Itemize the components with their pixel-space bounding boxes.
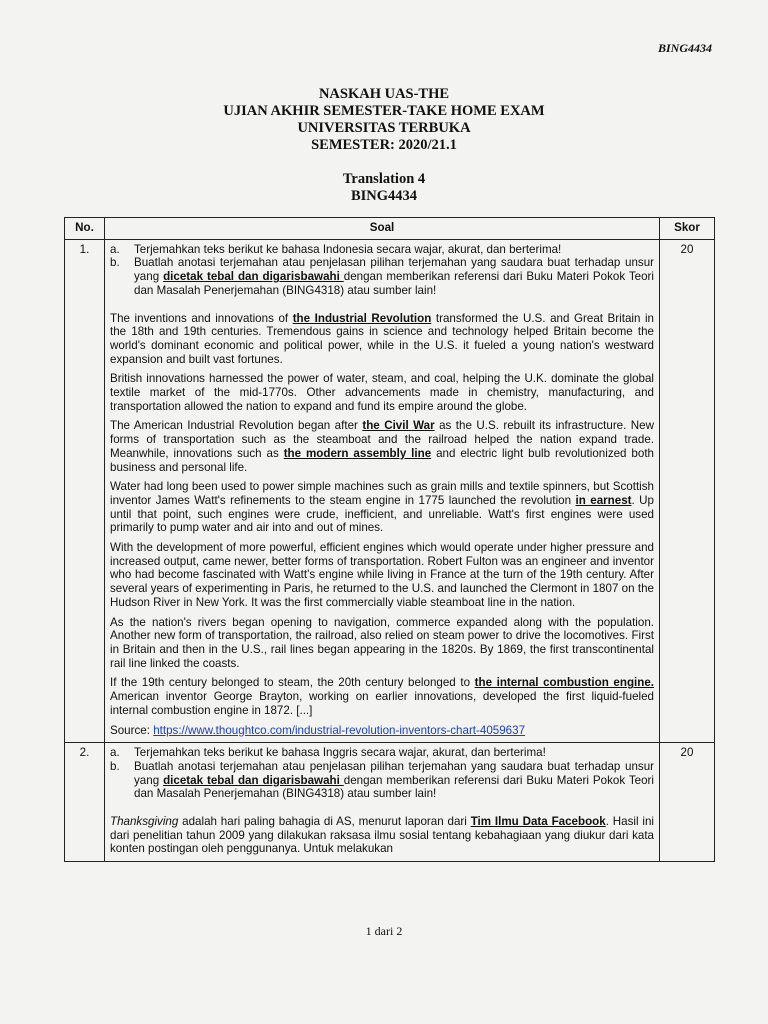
instruction-a: a. Terjemahkan teks berikut ke bahasa Indonesia secara wajar, akurat, dan berterima! xyxy=(110,242,562,256)
question-body xyxy=(105,239,660,743)
instruction-b: b. Buatlah anotasi terjemahan atau penjelasan pilihan terjemahan yang saudara buat terhadap unsur yang dicetak tebal dan digarisbawahi dengan memberikan referensi dari Buku Materi Pokok Teori dan Masalah Penerjemahan (BING4318) atau sumber lain! xyxy=(110,256,654,297)
paragraph-2: British innovations harnessed the power of water, steam, and coal, helping the U.K. dominate the global textile market of the mid-1770s. Other advancements made in chemistry, manufacturing, and transportation allowed the nation to expand and fund its empire around the globe. xyxy=(110,372,654,413)
paragraph-3: The American Industrial Revolution began after the Civil War as the U.S. rebuilt its infrastructure. New forms of transportation such as the steamboat and the railroad helped the nation expand trade. Meanwhile, innovations such as the modern assembly line and electric light bulb revolutionized both business and personal life. xyxy=(110,419,654,474)
page-number: 1 dari 2 xyxy=(365,924,403,938)
question-number: 2. xyxy=(65,743,105,862)
paragraph-7: If the 19th century belonged to steam, the 20th century belonged to the internal combustion engine. American inventor George Brayton, working on earlier innovations, developed the first liquid-fueled internal combustion engine in 1872. [...] xyxy=(110,676,654,717)
question-row-1 xyxy=(65,239,715,743)
course-code: BING4434 xyxy=(350,188,418,204)
source-link[interactable]: https://www.thoughtco.com/industrial-revolution-inventors-chart-4059637 xyxy=(153,723,526,737)
header-line-2: UJIAN AKHIR SEMESTER-TAKE HOME EXAM xyxy=(223,103,545,119)
question-row-2 xyxy=(65,743,715,862)
question-number: 1. xyxy=(65,239,105,743)
question-score: 20 xyxy=(660,743,715,862)
paragraph-4: Water had long been used to power simple machines such as grain mills and textile spinners, but Scottish inventor James Watt's refinements to the steam engine in 1775 launched the revolution in earnest. Up until that point, such engines were crude, inefficient, and unreliable. Watt's first engines were used primarily to pump water and air into and out of mines. xyxy=(110,480,654,535)
table-header-row xyxy=(65,218,715,240)
paragraph-1: Thanksgiving adalah hari paling bahagia di AS, menurut laporan dari Tim Ilmu Data Facebook. Hasil ini dari penelitian tahun 2009 yang dilakukan raksasa ilmu sosial tentang kebahagiaan yang diukur dari kata konten postingan oleh penggunanya. Untuk melakukan xyxy=(110,815,654,856)
exam-header xyxy=(0,86,768,205)
question-score: 20 xyxy=(660,239,715,743)
col-skor-header: Skor xyxy=(660,218,715,240)
header-line-1: NASKAH UAS-THE xyxy=(318,86,450,102)
header-line-3: UNIVERSITAS TERBUKA xyxy=(297,120,471,136)
course-title: Translation 4 xyxy=(342,171,426,187)
col-no-header: No. xyxy=(65,218,105,240)
exam-table xyxy=(64,217,715,862)
paragraph-5: With the development of more powerful, efficient engines which would operate under higher pressure and increased output, came newer, better forms of transportation. Robert Fulton was an engineer and inventor who had become fascinated with Watt's engine while living in France at the turn of the 19th century. After several years of experimenting in Paris, he returned to the U.S. and launched the Clermont in 1807 on the Hudson River in New York. It was the first commercially viable steamboat line in the nation. xyxy=(110,541,654,609)
question-body xyxy=(105,743,660,862)
document-code: BING4434 xyxy=(657,41,712,55)
paragraph-1: The inventions and innovations of the Industrial Revolution transformed the U.S. and Great Britain in the 18th and 19th centuries. Tremendous gains in science and technology helped Britain become the world's dominant economic and political power, while in the U.S. it fueled a young nation's westward expansion and built vast fortunes. xyxy=(110,311,654,366)
col-soal-header: Soal xyxy=(105,218,660,240)
instruction-a: a. Terjemahkan teks berikut ke bahasa Inggris secara wajar, akurat, dan berterima! xyxy=(110,746,546,760)
instruction-b: b. Buatlah anotasi terjemahan atau penjelasan pilihan terjemahan yang saudara buat terhadap unsur yang dicetak tebal dan digarisbawahi dengan memberikan referensi dari Buku Materi Pokok Teori dan Masalah Penerjemahan (BING4318) atau sumber lain! xyxy=(110,759,654,801)
paragraph-6: As the nation's rivers began opening to navigation, commerce expanded along with the population. Another new form of transportation, the railroad, also relied on steam power to drive the locomotives. First in Britain and then in the U.S., rail lines began appearing in the 1820s. By 1869, the first transcontinental rail line linked the coasts. xyxy=(110,615,654,670)
source-line: Source: https://www.thoughtco.com/industrial-revolution-inventors-chart-4059637 xyxy=(110,723,526,737)
header-line-4: SEMESTER: 2020/21.1 xyxy=(311,137,457,153)
